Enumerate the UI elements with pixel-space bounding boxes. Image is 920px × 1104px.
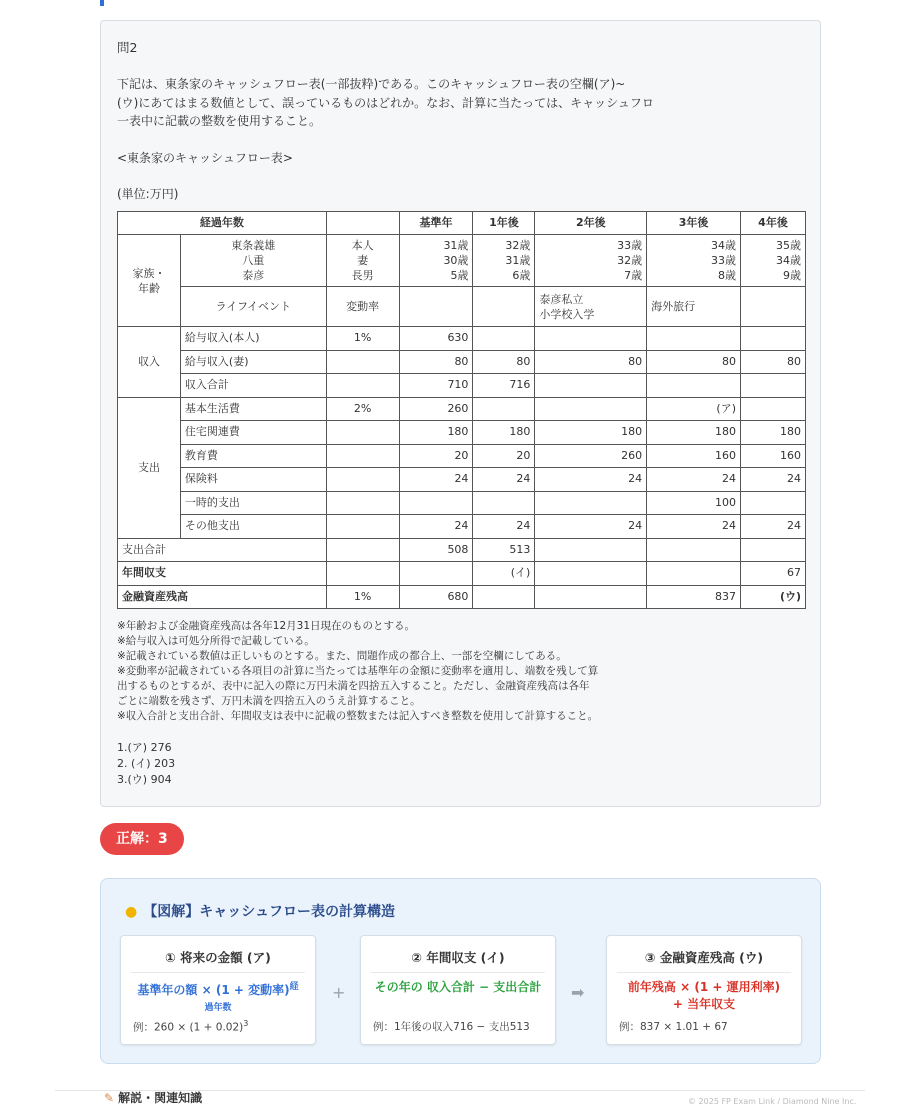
header-year-4: 4年後 [741,211,806,235]
card-formula: 前年残高 × (1 + 運用利率) + 当年収支 [627,980,781,1011]
plus-icon: + [332,983,346,1002]
question-box [100,20,821,807]
row-label: 住宅関連費 [180,421,326,445]
row-label: 年間収支 [118,562,327,586]
header-years: 経過年数 [118,211,327,235]
ages-year-2: 33歳 32歳 7歳 [535,235,647,287]
arrow-right-icon: ➡ [571,983,585,1002]
explanation-heading: ✎ 解説・関連知識 [104,1091,203,1104]
family-names: 東条義雄 八重 泰彦 [180,235,326,287]
answer-choices [117,740,804,788]
table-row [118,235,806,287]
choice-1[interactable]: 1.(ア) 276 [117,741,172,754]
diagram-panel [100,878,821,1064]
header-year-3: 3年後 [647,211,741,235]
row-label: 一時的支出 [180,491,326,515]
card-heading: ② 年間収支 (イ) [371,936,545,973]
choice-2[interactable]: 2. (イ) 203 [117,757,176,770]
row-label: 基本生活費 [180,397,326,421]
table-row: 教育費 20 20 260 160 160 [118,444,806,468]
table-row: その他支出 24 24 24 24 24 [118,515,806,539]
header-base-year: 基準年 [399,211,473,235]
header-year-1: 1年後 [473,211,535,235]
row-label: その他支出 [180,515,326,539]
table-row: 一時的支出 100 [118,491,806,515]
table-row: 支出合計 508 513 [118,538,806,562]
diagram-card-financial-assets [606,935,802,1045]
header-empty [326,211,399,235]
row-label: 教育費 [180,444,326,468]
card-formula: その年の 収入合計 − 支出合計 [374,980,542,994]
copyright-text: © 2025 FP Exam Link / Diamond Nine Inc. [688,1097,857,1104]
table-subtitle: <東条家のキャッシュフロー表> [117,150,293,165]
table-row: 保険料 24 24 24 24 24 [118,468,806,492]
table-row: 支出 基本生活費 2% 260 (ア) [118,397,806,421]
ages-year-4: 35歳 34歳 9歳 [741,235,806,287]
question-text: 下記は、東条家のキャッシュフロー表(一部抜粋)である。このキャッシュフロー表の空欄(ア)~ (ウ)にあてはまる数値として、誤っているものはどれか。なお、計算に当たっては、キャッシュフロ 一表中に記載の整数を使用すること。 [117,77,654,128]
row-label: 給与収入(本人) [180,327,326,351]
card-example: 例：837 × 1.01 + 67 [619,1021,728,1033]
expense-label: 支出 [118,397,181,538]
choice-3[interactable]: 3.(ウ) 904 [117,773,172,786]
event-year-3: 海外旅行 [647,287,741,327]
cashflow-table [117,211,806,610]
header-year-2: 2年後 [535,211,647,235]
answer-badge: 正解：3 [100,823,184,855]
row-label: 支出合計 [118,538,327,562]
blank-u: (ウ) [741,585,806,609]
blank-a: (ア) [647,397,741,421]
change-rate-label: 変動率 [326,287,399,327]
card-heading: ① 将来の金額 (ア) [131,936,305,973]
card-example: 例：$260 \times (1 + 0.02)^3$ [133,1018,249,1033]
table-row: 年間収支 (イ) 67 [118,562,806,586]
diagram-card-future-amount [120,935,316,1045]
card-heading: ③ 金融資産残高 (ウ) [617,936,791,973]
income-label: 収入 [118,327,181,398]
ages-year-3: 34歳 33歳 8歳 [647,235,741,287]
table-row: 金融資産残高 1% 680 837 (ウ) [118,585,806,609]
row-label: 保険料 [180,468,326,492]
table-row: 収入合計 710 716 [118,374,806,398]
ages-year-1: 32歳 31歳 6歳 [473,235,535,287]
life-event-label: ライフイベント [180,287,326,327]
family-label: 家族・ 年齢 [118,235,181,327]
diagram-title: ● 【図解】キャッシュフロー表の計算構造 [125,904,395,920]
blank-i: (イ) [473,562,535,586]
event-year-2: 泰彦私立 小学校入学 [535,287,647,327]
table-unit: (単位:万円) [117,186,179,201]
memo-icon: ✎ [104,1091,115,1104]
card-example: 例：1年後の収入716 − 支出513 [373,1021,530,1033]
row-label: 給与収入(妻) [180,350,326,374]
table-row: 給与収入(妻) 80 80 80 80 80 [118,350,806,374]
row-label: 金融資産残高 [118,585,327,609]
table-row [118,287,806,327]
section-accent-bar [100,0,104,6]
table-row: 収入 給与収入(本人) 1% 630 [118,327,806,351]
row-label: 収入合計 [180,374,326,398]
card-formula: 基準年の額 × (1 + 変動率)$^経$ 過年数 [137,982,299,1013]
table-notes: ※年齢および金融資産残高は各年12月31日現在のものとする。 ※給与収入は可処分所得で記載している。 ※記載されている数値は正しいものとする。また、問題作成の都合上、一部を空欄にしてある。 ※変動率が記載されている各項目の計算に当たっては基準年の金額に変動率を適用し、端数を残して算 出するものとするが、表中に記入の際に万円未満を四捨五入すること。ただし、金融資産残高は各年 ごとに端数を残さず、万円未満を四捨五入のうえ計算すること。 ※収入合計と支出合計、年間収支は表中に記載の整数または記入すべき整数を使用して計算すること。 [117,620,599,722]
lightbulb-icon: ● [125,904,138,920]
ages-base: 31歳 30歳 5歳 [399,235,473,287]
diagram-card-annual-balance [360,935,556,1045]
family-relations: 本人 妻 長男 [326,235,399,287]
table-row: 住宅関連費 180 180 180 180 180 [118,421,806,445]
table-header-row [118,211,806,235]
question-number: 問2 [117,40,138,55]
